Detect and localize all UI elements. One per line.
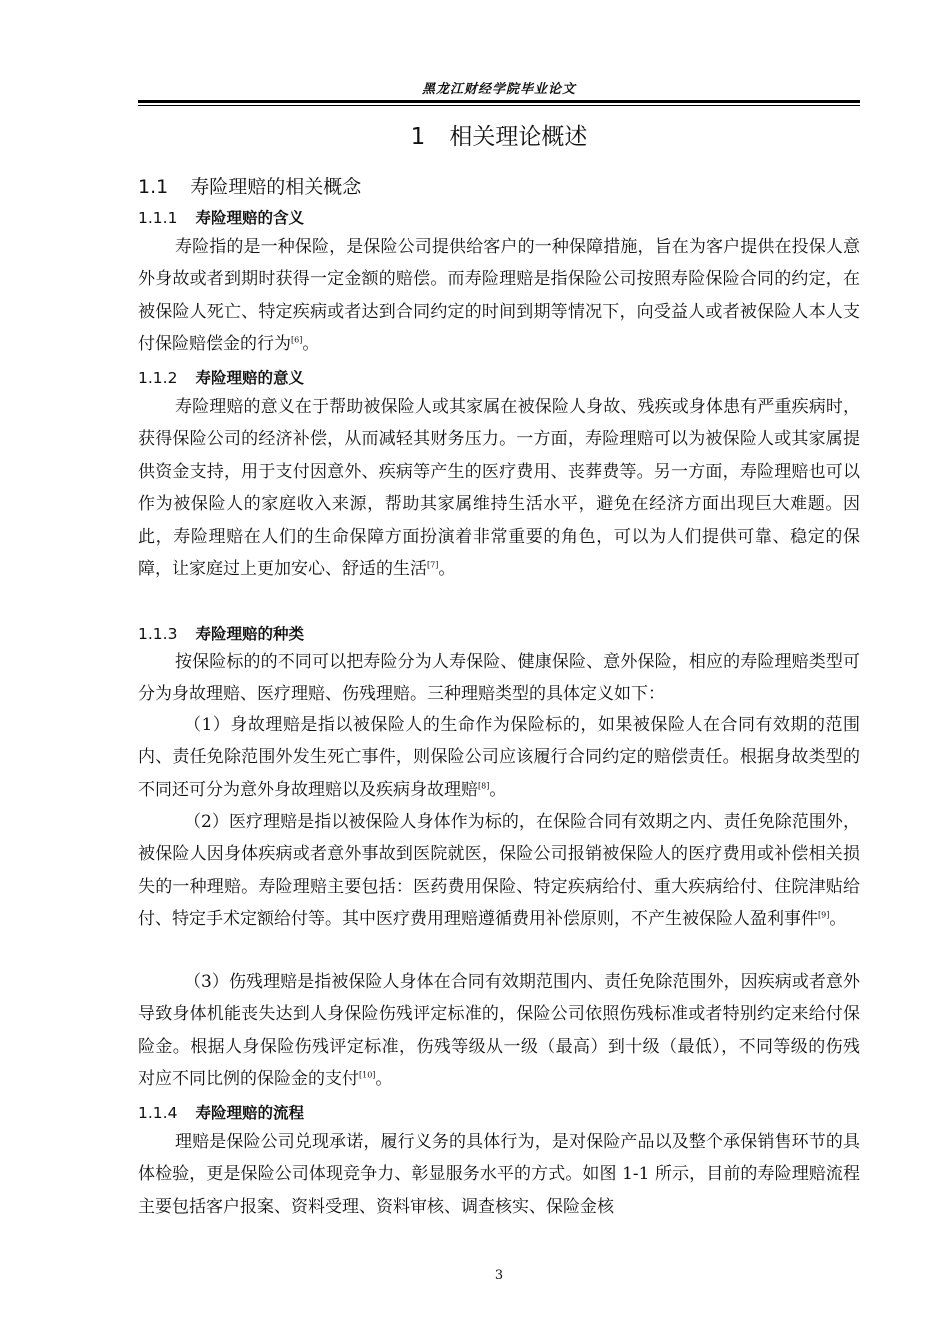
subsection-heading-1-1-4 xyxy=(138,1101,304,1123)
subsection-title: 寿险理赔的含义 xyxy=(195,209,304,227)
paragraph-text: 理赔是保险公司兑现承诺，履行义务的具体行为，是对保险产品以及整个承保销售环节的具体检验，更是保险公司体现竞争力、彰显服务水平的方式。如图 1-1 所示，目前的寿险理赔流程主要包括客户报案、资料受理、资料审核、调查核实、保险金核 xyxy=(138,1132,860,1217)
paragraph-end: 。 xyxy=(438,559,456,580)
subsection-title: 寿险理赔的意义 xyxy=(195,369,304,387)
section-number: 1.1 xyxy=(138,176,169,198)
header-rule-thick xyxy=(138,100,860,103)
paragraph xyxy=(138,391,860,585)
paragraph-text: （3）伤残理赔是指被保险人身体在合同有效期范围内、责任免除范围外，因疾病或者意外导致身体机能丧失达到人身保险伤残评定标准的，保险公司依照伤残标准或者特别约定来给付保险金。根据人身保险伤残评定标准，伤残等级从一级（最高）到十级（最低），不同等级的伤残对应不同比例的保险金的支付 xyxy=(138,972,860,1090)
subsection-number: 1.1.4 xyxy=(138,1104,178,1122)
subsection-title: 寿险理赔的种类 xyxy=(195,625,304,643)
paragraph-text: 按保险标的的不同可以把寿险分为人寿保险、健康保险、意外保险，相应的寿险理赔类型可分为身故理赔、医疗理赔、伤残理赔。三种理赔类型的具体定义如下： xyxy=(138,652,860,705)
citation: [7] xyxy=(427,560,439,570)
subsection-heading-1-1-2 xyxy=(138,366,304,388)
paragraph xyxy=(138,806,860,936)
chapter-title-text: 相关理论概述 xyxy=(449,124,588,150)
citation: [9] xyxy=(818,910,830,920)
paragraph-text: （2）医疗理赔是指以被保险人身体作为标的，在保险合同有效期之内、责任免除范围外，被保险人因身体疾病或者意外事故到医院就医，保险公司报销被保险人的医疗费用或补偿相关损失的一种理赔。寿险理赔主要包括：医药费用保险、特定疾病给付、重大疾病给付、住院津贴给付、特定手术定额给付等。其中医疗费用理赔遵循费用补偿原则，不产生被保险人盈利事件 xyxy=(138,812,860,930)
paragraph xyxy=(138,709,860,806)
paragraph-end: 。 xyxy=(829,909,847,930)
section-title: 寿险理赔的相关概念 xyxy=(190,176,362,198)
subsection-heading-1-1-1 xyxy=(138,206,304,228)
subsection-title: 寿险理赔的流程 xyxy=(195,1104,304,1122)
paragraph-text: 寿险指的是一种保险，是保险公司提供给客户的一种保障措施，旨在为客户提供在投保人意外身故或者到期时获得一定金额的赔偿。而寿险理赔是指保险公司按照寿险保险合同的约定，在被保险人死亡、特定疾病或者达到合同约定的时间到期等情况下，向受益人或者被保险人本人支付保险赔偿金的行为 xyxy=(138,237,860,355)
paragraph-end: 。 xyxy=(489,779,507,800)
paragraph-end: 。 xyxy=(302,334,320,355)
chapter-number: 1 xyxy=(410,124,426,150)
paragraph-end: 。 xyxy=(375,1069,393,1090)
subsection-heading-1-1-3 xyxy=(138,622,304,644)
subsection-number: 1.1.1 xyxy=(138,209,178,227)
subsection-number: 1.1.2 xyxy=(138,369,178,387)
header-rule-thin xyxy=(138,105,860,106)
citation: [8] xyxy=(478,781,490,791)
section-heading-1-1 xyxy=(138,172,361,199)
paragraph xyxy=(138,231,860,361)
subsection-number: 1.1.3 xyxy=(138,625,178,643)
paragraph-text: 寿险理赔的意义在于帮助被保险人或其家属在被保险人身故、残疾或身体患有严重疾病时，获得保险公司的经济补偿，从而减轻其财务压力。一方面，寿险理赔可以为被保险人或其家属提供资金支持，用于支付因意外、疾病等产生的医疗费用、丧葬费等。另一方面，寿险理赔也可以作为被保险人的家庭收入来源，帮助其家属维持生活水平，避免在经济方面出现巨大难题。因此，寿险理赔在人们的生命保障方面扮演着非常重要的角色，可以为人们提供可靠、稳定的保障，让家庭过上更加安心、舒适的生活 xyxy=(138,397,860,580)
chapter-title xyxy=(138,118,860,151)
running-header: 黑龙江财经学院毕业论文 xyxy=(421,82,576,97)
paragraph xyxy=(138,1126,860,1223)
citation: [10] xyxy=(359,1070,376,1080)
paragraph xyxy=(138,966,860,1096)
citation: [6] xyxy=(291,335,303,345)
paragraph xyxy=(138,646,860,711)
page-number: 3 xyxy=(494,1268,504,1283)
paragraph-text: （1）身故理赔是指以被保险人的生命作为保险标的，如果被保险人在合同有效期的范围内、责任免除范围外发生死亡事件，则保险公司应该履行合同约定的赔偿责任。根据身故类型的不同还可分为意外身故理赔以及疾病身故理赔 xyxy=(138,715,860,800)
